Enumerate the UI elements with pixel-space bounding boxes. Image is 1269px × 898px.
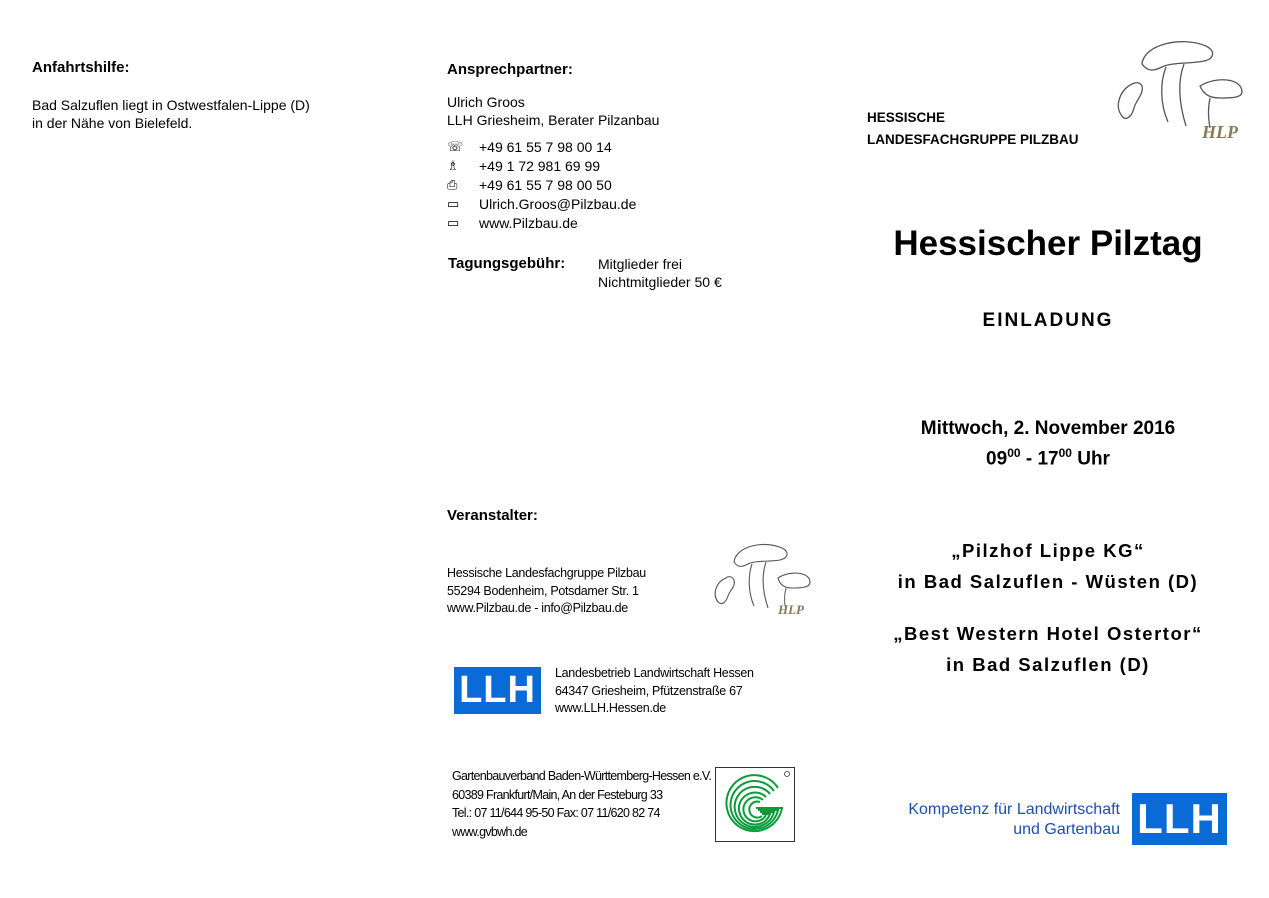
mobile-icon: ♗: [447, 157, 459, 173]
contact-person: [447, 93, 659, 129]
contact-name: Ulrich Groos: [447, 94, 525, 110]
anfahrt-heading: Anfahrtshilfe:: [32, 59, 130, 76]
llh-logo-large: LLH: [1132, 793, 1227, 845]
anfahrt-text: Bad Salzuflen liegt in Ostwestfalen-Lippe (D) in der Nähe von Bielefeld.: [32, 97, 310, 131]
cover-org-name: HESSISCHE LANDESFACHGRUPPE PILZBAU: [867, 110, 1079, 147]
gvbwh-address: Gartenbauverband Baden-Württemberg-Hessen e.V. 60389 Frankfurt/Main, An der Festeburg 33 Tel.: 07 11/644 95-50 Fax: 07 11/620 82 74 www.gvbwh.de: [452, 769, 712, 839]
hlp-address: Hessische Landesfachgruppe Pilzbau 55294 Bodenheim, Potsdamer Str. 1 www.Pilzbau.de - info@Pilzbau.de: [447, 566, 646, 615]
email-link[interactable]: Ulrich.Groos@Pilzbau.de: [479, 195, 637, 212]
fee-label: Tagungsgebühr:: [448, 255, 566, 272]
contact-web: [447, 213, 636, 232]
event-title: Hessischer Pilztag: [893, 224, 1203, 263]
llh-slogan: Kompetenz für Landwirtschaft und Gartenbau: [908, 801, 1120, 838]
event-time: $09^{00} - 17^{00}$ Uhr: [986, 446, 1110, 470]
fee-values: Mitglieder frei Nichtmitglieder 50 €: [598, 256, 722, 290]
web-link[interactable]: www.Pilzbau.de: [479, 214, 578, 231]
gvbwh-g-icon: [716, 768, 794, 841]
event-subtitle: EINLADUNG: [982, 310, 1114, 331]
hlp-logo-large: [1114, 36, 1250, 146]
venue-1: „Pilzhof Lippe KG“ in Bad Salzuflen - Wüsten (D): [897, 540, 1199, 592]
contact-role: LLH Griesheim, Berater Pilzanbau: [447, 112, 660, 128]
gvbwh-logo: [715, 767, 795, 842]
hlp-logo-text: HLP: [778, 602, 804, 617]
contact-heading: Ansprechpartner:: [447, 61, 573, 78]
computer-icon: ▭: [447, 195, 460, 211]
computer-icon: ▭: [447, 214, 460, 230]
llh-logo-small: LLH: [454, 667, 541, 714]
event-date: Mittwoch, 2. November 2016: [920, 418, 1176, 439]
contact-fax: ⎙ +49 61 55 7 98 00 50: [447, 176, 612, 193]
llh-address: Landesbetrieb Landwirtschaft Hessen 64347 Griesheim, Pfützenstraße 67 www.LLH.Hessen.de: [555, 666, 754, 715]
fax-icon: ⎙: [447, 176, 458, 192]
contact-email: [447, 194, 636, 213]
organizer-heading: Veranstalter:: [447, 507, 538, 524]
contact-list: [447, 137, 636, 232]
hlp-logo-small: [712, 540, 816, 620]
contact-phone: ☏ +49 61 55 7 98 00 14: [447, 138, 612, 155]
phone-icon: ☏: [447, 138, 464, 154]
hlp-logo-text: HLP: [1202, 122, 1238, 142]
contact-mobile: ♗ +49 1 72 981 69 99: [447, 157, 601, 174]
venue-2: „Best Western Hotel Ostertor“ in Bad Salzuflen (D): [893, 623, 1203, 675]
